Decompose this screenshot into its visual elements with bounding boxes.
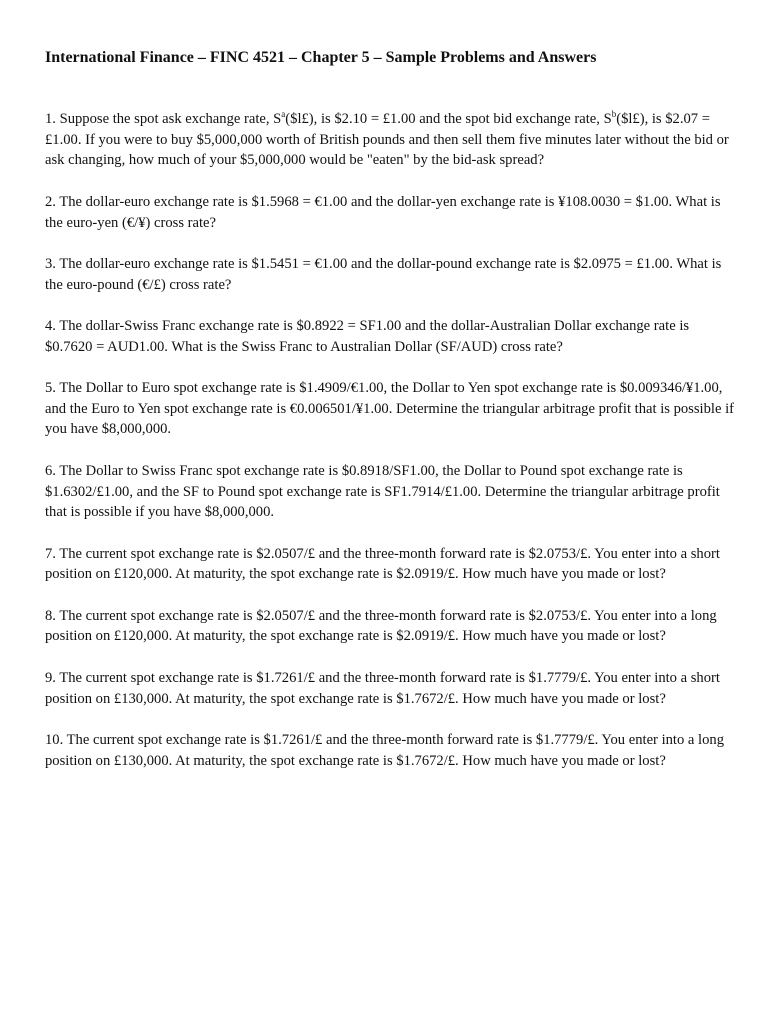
problem-1-text-c: ($l£), is $2.07 = £1.00. If you were to buy $5,000,000 worth of British pounds and then sell them five minutes later without the bid or ask changing, how much of your $5,000,000 would be "eaten" by the bid-ask spread? [45,111,729,169]
problem-6: 6. The Dollar to Swiss Franc spot exchange rate is $0.8918/SF1.00, the Dollar to Pound spot exchange rate is $1.6302/£1.00, and the SF to Pound spot exchange rate is SF1.7914/£1.00. Determine the triangular arbitrage profit that is possible if you have $8,000,000. [45,462,720,521]
document-title: International Finance – FINC 4521 – Chapter 5 – Sample Problems and Answers [45,49,597,66]
problem-9: 9. The current spot exchange rate is $1.7261/£ and the three-month forward rate is $1.7779/£. You enter into a short position on £130,000. At maturity, the spot exchange rate is $1.7672/£. How much have you made or lost? [45,669,720,707]
problem-4: 4. The dollar-Swiss Franc exchange rate is $0.8922 = SF1.00 and the dollar-Australian Dollar exchange rate is $0.7620 = AUD1.00. What is the Swiss Franc to Australian Dollar (SF/AUD) cross rate? [45,317,690,355]
problem-7: 7. The current spot exchange rate is $2.0507/£ and the three-month forward rate is $2.0753/£. You enter into a short position on £120,000. At maturity, the spot exchange rate is $2.0919/£. How much have you made or lost? [45,545,720,583]
problem-10: 10. The current spot exchange rate is $1.7261/£ and the three-month forward rate is $1.7779/£. You enter into a long position on £130,000. At maturity, the spot exchange rate is $1.7672/£. How much have you made or lost? [45,731,724,769]
ask-superscript: a [281,109,286,119]
problem-list [45,109,735,792]
problem-1-text-a: 1. Suppose the spot ask exchange rate, S [45,111,282,127]
problem-8: 8. The current spot exchange rate is $2.0507/£ and the three-month forward rate is $2.0753/£. You enter into a long position on £120,000. At maturity, the spot exchange rate is $2.0919/£. How much have you made or lost? [45,607,717,645]
problem-3: 3. The dollar-euro exchange rate is $1.5451 = €1.00 and the dollar-pound exchange rate is $2.0975 = £1.00. What is the euro-pound (€/£) cross rate? [45,255,722,293]
problem-1 [45,109,735,171]
bid-superscript: b [611,109,617,119]
problem-5: 5. The Dollar to Euro spot exchange rate is $1.4909/€1.00, the Dollar to Yen spot exchange rate is $0.009346/¥1.00, and the Euro to Yen spot exchange rate is €0.006501/¥1.00. Determine the triangular arbitrage profit that is possible if you have $8,000,000. [45,380,734,438]
problem-2: 2. The dollar-euro exchange rate is $1.5968 = €1.00 and the dollar-yen exchange rate is ¥108.0030 = $1.00. What is the euro-yen (€/¥) cross rate? [45,193,721,231]
problem-1-text-b: ($l£), is $2.10 = £1.00 and the spot bid exchange rate, S [285,111,612,127]
